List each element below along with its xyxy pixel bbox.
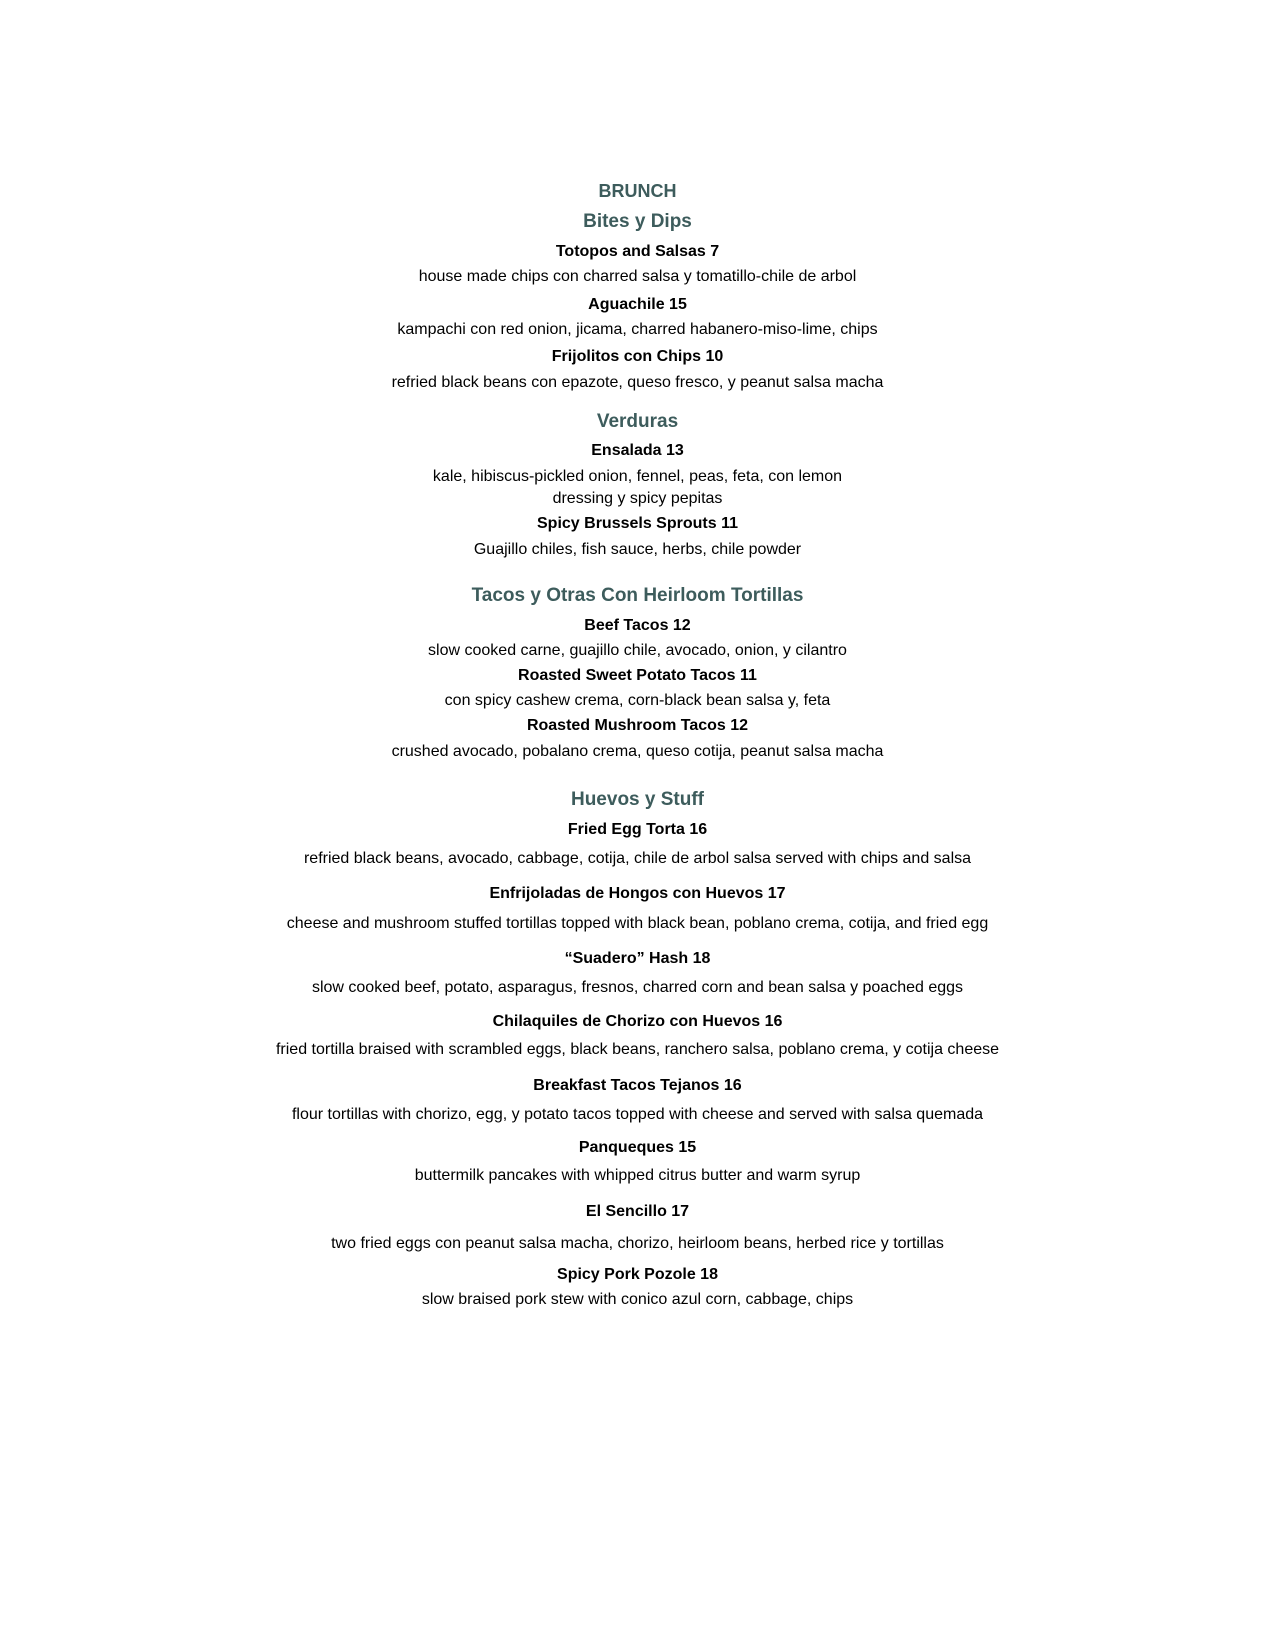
item-description: slow braised pork stew with conico azul corn, cabbage, chips [421, 1291, 854, 1308]
item-description: house made chips con charred salsa y tomatillo-chile de arbol [418, 268, 857, 285]
item-description: dressing y spicy pepitas [552, 490, 723, 507]
item-description: kampachi con red onion, jicama, charred habanero-miso-lime, chips [397, 321, 878, 338]
item-description: refried black beans con epazote, queso fresco, y peanut salsa macha [391, 374, 884, 391]
menu-title: BRUNCH [598, 181, 677, 201]
item-name: “Suadero” Hash 18 [564, 950, 711, 967]
item-description: Guajillo chiles, fish sauce, herbs, chile powder [473, 541, 802, 558]
item-description: slow cooked beef, potato, asparagus, fresnos, charred corn and bean salsa y poached eggs [311, 979, 964, 996]
section-title: Verduras [596, 411, 679, 432]
item-description: crushed avocado, pobalano crema, queso cotija, peanut salsa macha [391, 743, 884, 760]
item-description: fried tortilla braised with scrambled eggs, black beans, ranchero salsa, poblano crema, y cotija cheese [275, 1041, 1000, 1058]
item-name: Breakfast Tacos Tejanos 16 [533, 1077, 742, 1094]
item-name: Roasted Mushroom Tacos 12 [526, 717, 749, 734]
item-name: Fried Egg Torta 16 [567, 821, 708, 838]
item-description: two fried eggs con peanut salsa macha, chorizo, heirloom beans, herbed rice y tortillas [331, 1235, 944, 1252]
section-title: Tacos y Otras Con Heirloom Tortillas [471, 585, 804, 606]
item-name: El Sencillo 17 [585, 1203, 690, 1220]
item-description: con spicy cashew crema, corn-black bean salsa y, feta [444, 692, 831, 709]
item-name: Panqueques 15 [578, 1139, 697, 1156]
item-description: cheese and mushroom stuffed tortillas topped with black bean, poblano crema, cotija, and fried egg [286, 915, 989, 932]
item-description: refried black beans, avocado, cabbage, cotija, chile de arbol salsa served with chips and salsa [303, 850, 972, 867]
item-name: Totopos and Salsas 7 [555, 243, 720, 260]
item-name: Ensalada 13 [591, 442, 684, 459]
item-name: Roasted Sweet Potato Tacos 11 [518, 667, 757, 684]
item-name: Beef Tacos 12 [584, 617, 691, 634]
section-title: Huevos y Stuff [570, 789, 705, 810]
item-name: Chilaquiles de Chorizo con Huevos 16 [492, 1013, 783, 1030]
item-description: buttermilk pancakes with whipped citrus butter and warm syrup [414, 1167, 861, 1184]
section-title: Bites y Dips [583, 211, 692, 232]
item-description: flour tortillas with chorizo, egg, y potato tacos topped with cheese and served with salsa quemada [291, 1106, 984, 1123]
item-name: Spicy Brussels Sprouts 11 [537, 515, 738, 532]
item-description: slow cooked carne, guajillo chile, avocado, onion, y cilantro [428, 642, 847, 659]
item-description: kale, hibiscus-pickled onion, fennel, peas, feta, con lemon [432, 468, 843, 485]
item-name: Spicy Pork Pozole 18 [557, 1266, 718, 1283]
item-name: Aguachile 15 [588, 296, 687, 313]
item-name: Frijolitos con Chips 10 [551, 348, 724, 365]
item-name: Enfrijoladas de Hongos con Huevos 17 [489, 885, 786, 902]
